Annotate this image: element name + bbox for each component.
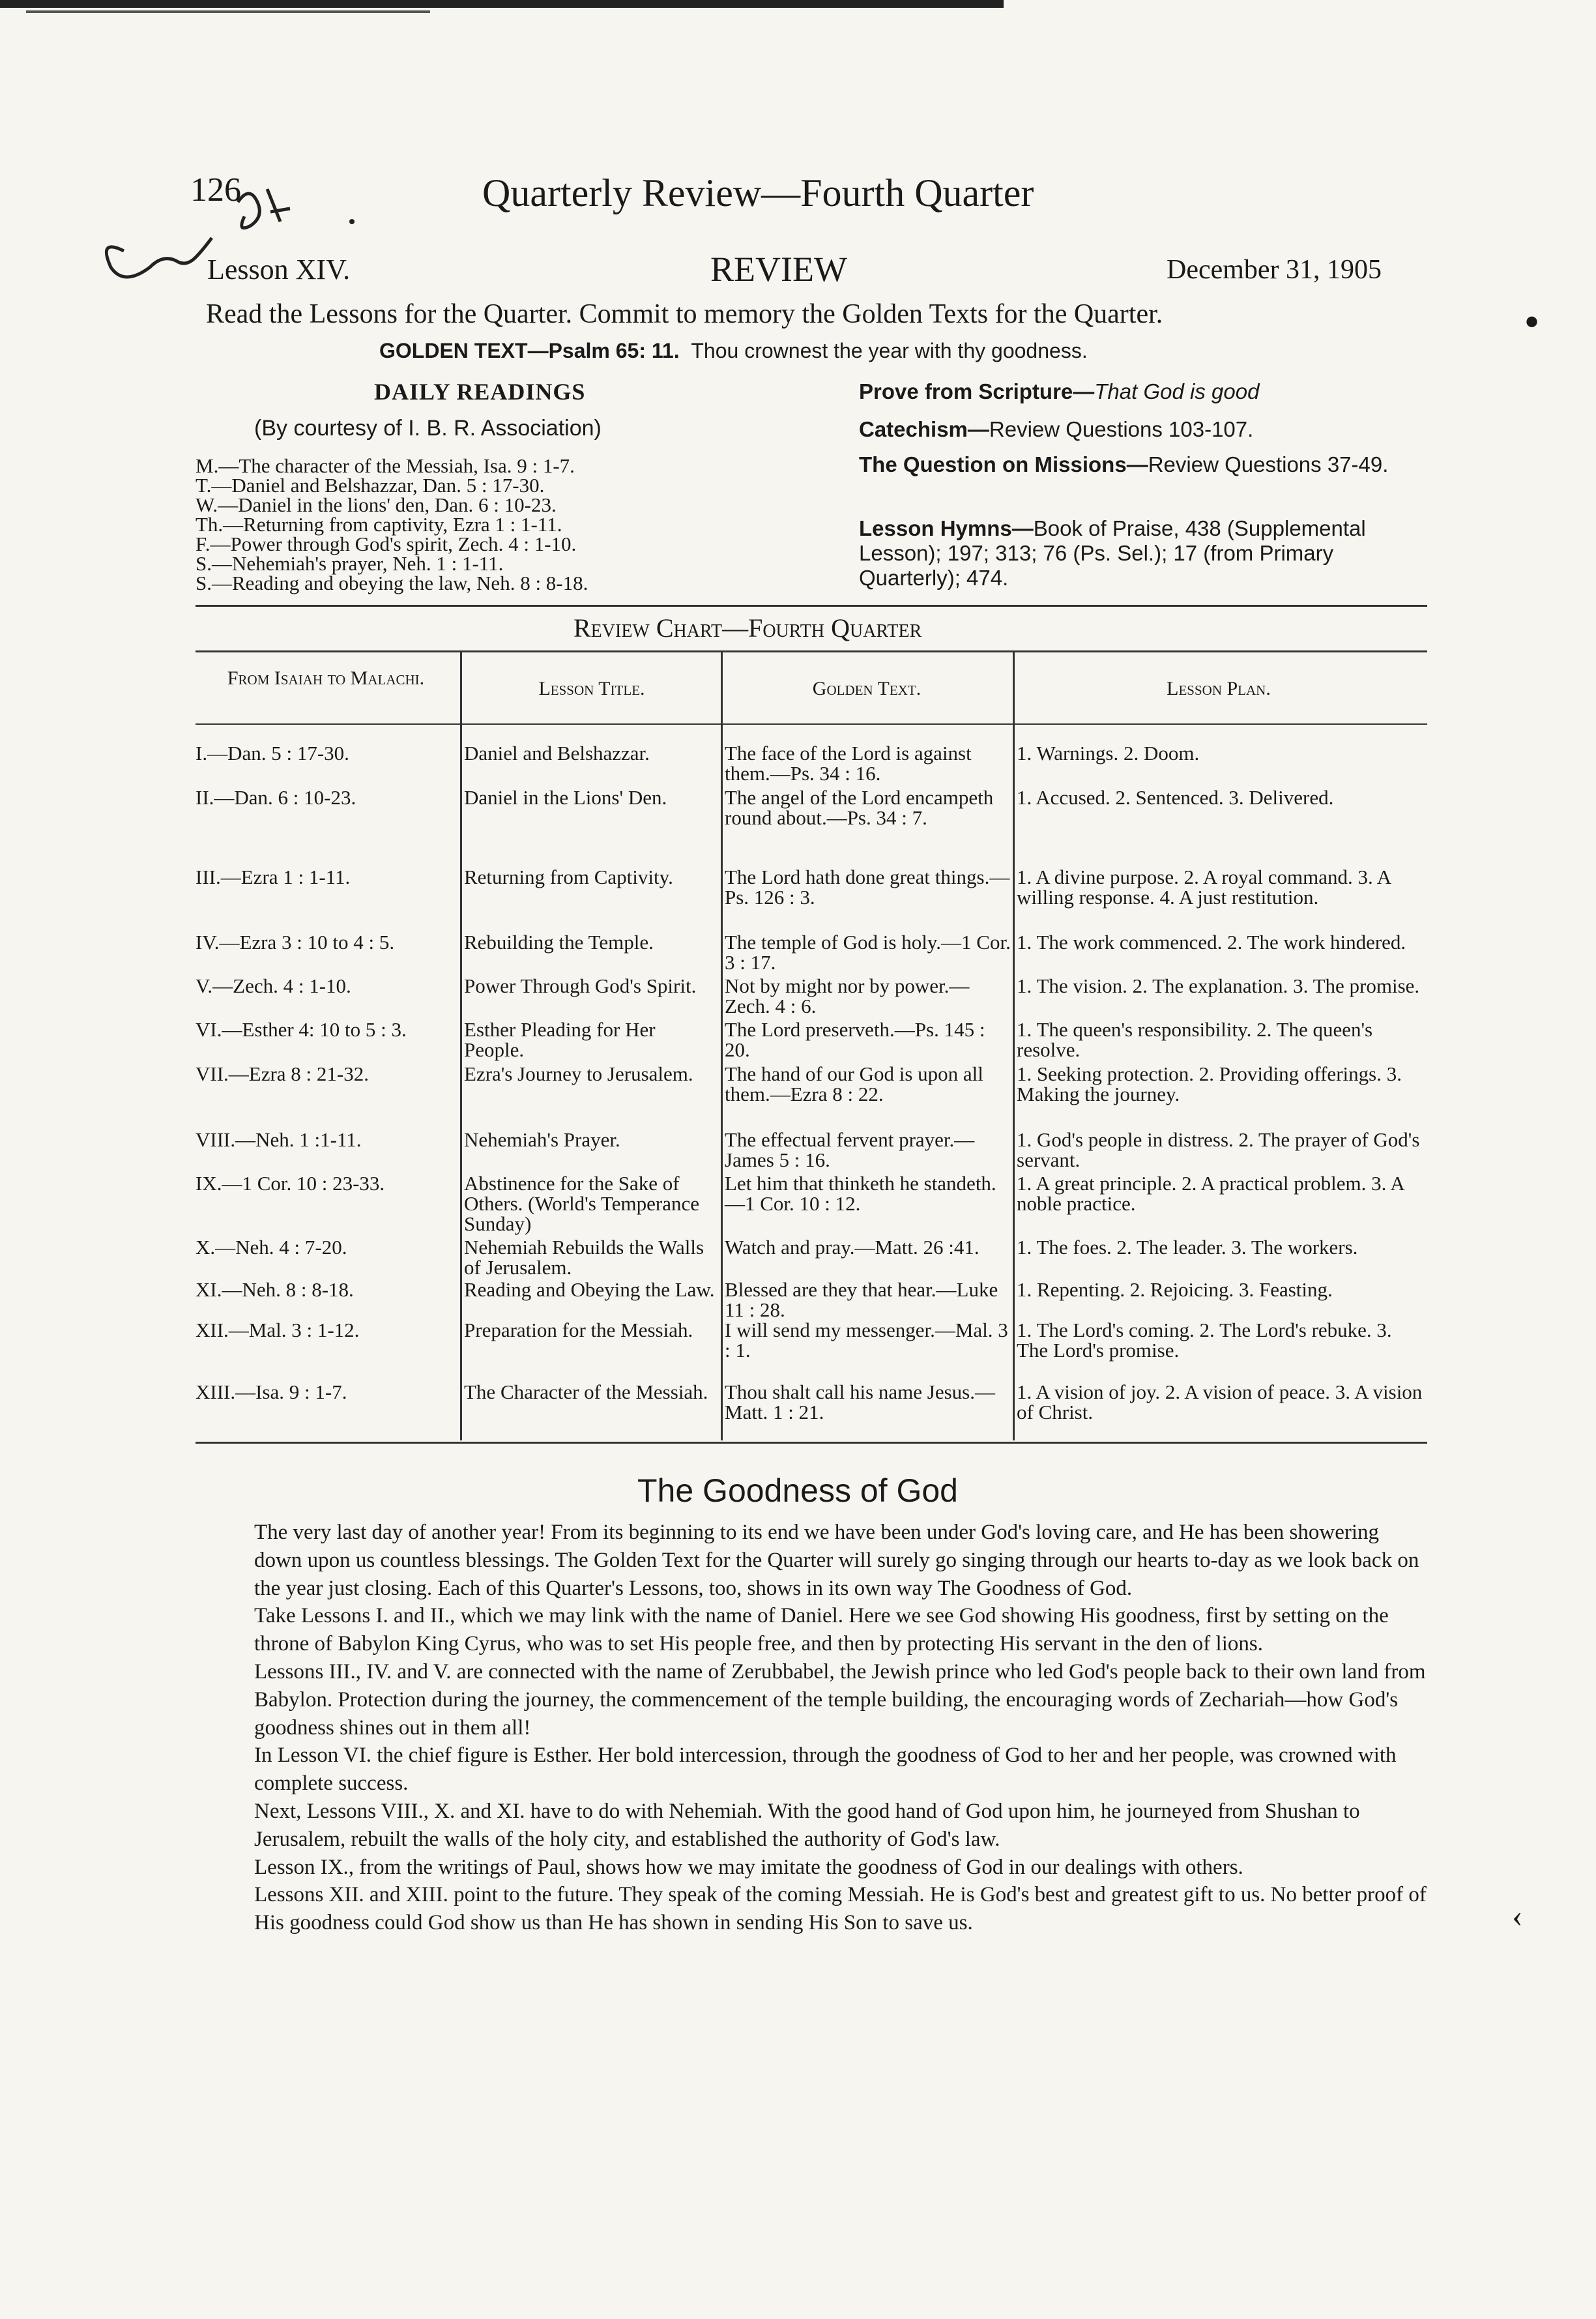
paragraph: The very last day of another year! From its beginning to its end we have been under God's loving care, and He has been showering down upon us countless blessings. The Golden Text for the Quarter will surely go singing through our hearts to-day as we look back on the year just closing. Each of this Quarter's Lessons, too, shows in its own way The Goodness of God.: [254, 1521, 1419, 1600]
section-body: [254, 1519, 1427, 1937]
reference-cell: IV.—Ezra 3 : 10 to 4 : 5.: [196, 931, 395, 954]
golden-text-line: [379, 339, 1088, 363]
golden-text-cell: I will send my messenger.—Mal. 3 : 1.: [725, 1319, 1008, 1362]
lesson-plan-cell: 1. The queen's responsibility. 2. The queen's resolve.: [1017, 1018, 1373, 1061]
margin-mark: •: [1525, 300, 1539, 343]
chart-header-title: Lesson Title.: [538, 678, 645, 699]
lesson-plan-cell: 1. Warnings. 2. Doom.: [1017, 742, 1200, 765]
scan-edge-bar-faint: [26, 10, 430, 13]
lesson-plan-cell: 1. The foes. 2. The leader. 3. The workers.: [1017, 1236, 1358, 1259]
golden-text-cell: Blessed are they that hear.—Luke 11 : 28.: [725, 1278, 998, 1321]
paragraph: In Lesson VI. the chief figure is Esther. Her bold intercession, through the goodness of God to her and her people, was crowned with complete success.: [254, 1743, 1397, 1796]
lesson-title-cell: Power Through God's Spirit.: [464, 974, 697, 997]
reference-cell: XII.—Mal. 3 : 1-12.: [196, 1319, 360, 1341]
daily-readings-list: [196, 456, 588, 593]
golden-text-cell: The face of the Lord is against them.—Ps. 34 : 16.: [725, 742, 972, 785]
reading-item: W.—Daniel in the lions' den, Dan. 6 : 10-23.: [196, 493, 557, 516]
reference-cell: III.—Ezra 1 : 1-11.: [196, 866, 351, 888]
lesson-title-cell: Daniel and Belshazzar.: [464, 742, 650, 765]
lesson-title-cell: Daniel in the Lions' Den.: [464, 786, 667, 809]
reference-cell: XIII.—Isa. 9 : 1-7.: [196, 1380, 347, 1403]
lesson-plan-cell: 1. The vision. 2. The explanation. 3. The promise.: [1017, 974, 1420, 997]
paragraph: Take Lessons I. and II., which we may link with the name of Daniel. Here we see God showing His goodness, first by setting on the throne of Babylon King Cyrus, who was to set His people free, and then by protecting His servant in the den of lions.: [254, 1604, 1389, 1656]
chart-bottom-rule: [196, 1442, 1427, 1444]
catechism: Catechism—Review Questions 103-107.: [859, 417, 1254, 441]
prove-scripture: Prove from Scripture—That God is good: [859, 379, 1260, 403]
lesson-plan-cell: 1. The Lord's coming. 2. The Lord's rebuke. 3. The Lord's promise.: [1017, 1319, 1392, 1362]
page-header-title: Quarterly Review—Fourth Quarter: [482, 171, 1034, 214]
golden-text-cell: Watch and pray.—Matt. 26 :41.: [725, 1236, 979, 1259]
reading-item: S.—Nehemiah's prayer, Neh. 1 : 1-11.: [196, 552, 504, 575]
lesson-title-cell: Returning from Captivity.: [464, 866, 673, 888]
golden-text-label: GOLDEN TEXT—Psalm 65: 11.: [379, 339, 680, 362]
golden-text-cell: The hand of our God is upon all them.—Ezra 8 : 22.: [725, 1062, 983, 1105]
column-rule: [721, 652, 723, 1440]
golden-text-cell: Let him that thinketh he standeth.—1 Cor. 10 : 12.: [725, 1172, 996, 1215]
lesson-title: REVIEW: [710, 250, 847, 289]
chart-header-rule: [196, 723, 1427, 725]
section-title: The Goodness of God: [637, 1472, 958, 1509]
golden-text-cell: Not by might nor by power.—Zech. 4 : 6.: [725, 974, 970, 1017]
read-instruction: Read the Lessons for the Quarter. Commit to memory the Golden Texts for the Quarter.: [206, 299, 1163, 329]
golden-text-cell: The Lord preserveth.—Ps. 145 : 20.: [725, 1018, 985, 1061]
reference-cell: II.—Dan. 6 : 10-23.: [196, 786, 356, 809]
reading-item: Th.—Returning from captivity, Ezra 1 : 1-11.: [196, 513, 562, 536]
lesson-plan-cell: 1. God's people in distress. 2. The prayer of God's servant.: [1017, 1128, 1420, 1171]
margin-mark: ‹: [1512, 1897, 1523, 1934]
lesson-hymns: Lesson Hymns—Book of Praise, 438 (Supplemental Lesson); 197; 313; 76 (Ps. Sel.); 17 (from Primary Quarterly); 474.: [859, 516, 1366, 590]
scan-edge-bar: [0, 0, 1004, 8]
paragraph: Lessons III., IV. and V. are connected with the name of Zerubbabel, the Jewish prince who led God's people back to their own land from Babylon. Protection during the journey, the commencement of the temple building, the encouraging words of Zechariah—how God's goodness shines out in them all!: [254, 1659, 1426, 1740]
column-rule: [1013, 652, 1015, 1440]
lesson-title-cell: Reading and Obeying the Law.: [464, 1278, 715, 1301]
lesson-title-cell: The Character of the Messiah.: [464, 1380, 708, 1403]
reference-cell: IX.—1 Cor. 10 : 23-33.: [196, 1172, 385, 1195]
lesson-title-cell: Abstinence for the Sake of Others. (World's Temperance Sunday): [464, 1172, 700, 1235]
lesson-plan-cell: 1. A divine purpose. 2. A royal command. 3. A willing response. 4. A just restitution.: [1017, 866, 1391, 909]
lesson-plan-cell: 1. Accused. 2. Sentenced. 3. Delivered.: [1017, 786, 1334, 809]
lesson-title-cell: Preparation for the Messiah.: [464, 1319, 693, 1341]
missions-question: The Question on Missions—Review Questions 37-49.: [859, 452, 1389, 476]
paragraph: Next, Lessons VIII., X. and XI. have to do with Nehemiah. With the good hand of God upon him, he journeyed from Shushan to Jerusalem, rebuilt the walls of the holy city, and established the authority of God's law.: [254, 1799, 1360, 1851]
review-chart-title: Review Chart—Fourth Quarter: [573, 613, 922, 643]
daily-readings-credit: (By courtesy of I. B. R. Association): [254, 416, 602, 441]
reference-cell: VI.—Esther 4: 10 to 5 : 3.: [196, 1018, 407, 1041]
chart-header-lesson-plan: Lesson Plan.: [1167, 678, 1271, 699]
column-rule: [460, 652, 462, 1440]
lesson-date: December 31, 1905: [1167, 255, 1382, 285]
chart-header-golden-text: Golden Text.: [812, 678, 921, 699]
golden-text-cell: The temple of God is holy.—1 Cor. 3 : 17.: [725, 931, 1011, 974]
lesson-title-cell: Esther Pleading for Her People.: [464, 1018, 656, 1061]
lesson-title-cell: Ezra's Journey to Jerusalem.: [464, 1062, 693, 1085]
golden-text: Thou crownest the year with thy goodness.: [691, 339, 1088, 362]
reference-cell: XI.—Neh. 8 : 8-18.: [196, 1278, 354, 1301]
chart-header-reference: From Isaiah to Malachi.: [227, 667, 425, 689]
divider: [196, 605, 1427, 607]
paragraph: Lessons XII. and XIII. point to the future. They speak of the coming Messiah. He is God's best and greatest gift to us. No better proof of His goodness could God show us than He has shown in sending His Son to save us.: [254, 1883, 1427, 1935]
paragraph: Lesson IX., from the writings of Paul, shows how we may imitate the goodness of God in our dealings with others.: [254, 1855, 1243, 1879]
reading-item: M.—The character of the Messiah, Isa. 9 : 1-7.: [196, 454, 575, 477]
lesson-plan-cell: 1. A vision of joy. 2. A vision of peace. 3. A vision of Christ.: [1017, 1380, 1423, 1423]
lesson-number: Lesson XIV.: [207, 254, 351, 285]
golden-text-cell: The effectual fervent prayer.—James 5 : 16.: [725, 1128, 975, 1171]
lesson-plan-cell: 1. Repenting. 2. Rejoicing. 3. Feasting.: [1017, 1278, 1333, 1301]
lesson-title-cell: Nehemiah Rebuilds the Walls of Jerusalem.: [464, 1236, 704, 1279]
chart-top-rule: [196, 650, 1427, 652]
reference-cell: VII.—Ezra 8 : 21-32.: [196, 1062, 369, 1085]
lesson-title-cell: Rebuilding the Temple.: [464, 931, 654, 954]
golden-text-cell: Thou shalt call his name Jesus.—Matt. 1 : 21.: [725, 1380, 995, 1423]
lesson-plan-cell: 1. The work commenced. 2. The work hindered.: [1017, 931, 1406, 954]
lesson-plan-cell: 1. A great principle. 2. A practical problem. 3. A noble practice.: [1017, 1172, 1404, 1215]
reading-item: S.—Reading and obeying the law, Neh. 8 : 8-18.: [196, 572, 588, 594]
reference-cell: V.—Zech. 4 : 1-10.: [196, 974, 351, 997]
reading-item: F.—Power through God's spirit, Zech. 4 : 1-10.: [196, 532, 577, 555]
daily-readings-title: DAILY READINGS: [374, 379, 586, 405]
lesson-plan-cell: 1. Seeking protection. 2. Providing offerings. 3. Making the journey.: [1017, 1062, 1402, 1105]
golden-text-cell: The angel of the Lord encampeth round about.—Ps. 34 : 7.: [725, 786, 994, 829]
reference-cell: VIII.—Neh. 1 :1-11.: [196, 1128, 362, 1151]
reference-cell: I.—Dan. 5 : 17-30.: [196, 742, 349, 765]
reading-item: T.—Daniel and Belshazzar, Dan. 5 : 17-30.: [196, 474, 545, 497]
lesson-title-cell: Nehemiah's Prayer.: [464, 1128, 620, 1151]
page-number: 126: [190, 171, 241, 209]
golden-text-cell: The Lord hath done great things.—Ps. 126 : 3.: [725, 866, 1010, 909]
reference-cell: X.—Neh. 4 : 7-20.: [196, 1236, 347, 1259]
